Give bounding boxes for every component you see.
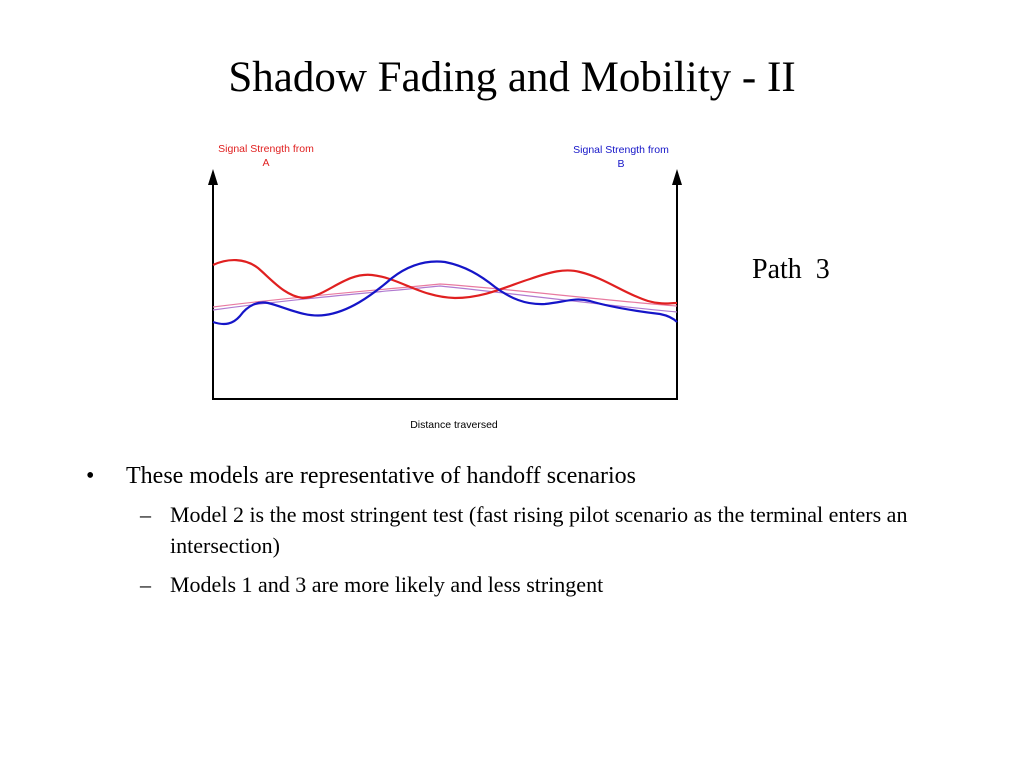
sub-bullet-text: Model 2 is the most stringent test (fast rising pilot scenario as the terminal enters an intersection)	[170, 502, 908, 558]
mean-signal-a-line	[213, 284, 677, 307]
signal-b-label-line2: B	[617, 158, 625, 170]
sub-bullet-marker: –	[140, 502, 151, 527]
bullet-list	[86, 460, 956, 608]
sub-bullet-item	[86, 499, 956, 561]
left-axis-arrow-icon	[208, 169, 218, 185]
slide-title: Shadow Fading and Mobility - II	[228, 54, 796, 101]
bullet-text: These models are representative of handoff scenarios	[126, 463, 637, 489]
signal-a-label: Signal Strength from	[218, 143, 314, 155]
x-axis-label: Distance traversed	[410, 419, 498, 431]
right-axis-arrow-icon	[672, 169, 682, 185]
path-label: Path 3	[752, 254, 830, 285]
sub-bullet-marker: –	[140, 572, 151, 597]
sub-bullet-text: Models 1 and 3 are more likely and less stringent	[170, 572, 604, 597]
sub-bullet-list	[86, 499, 956, 600]
signal-a-label-line2: A	[262, 157, 270, 169]
signal-b-label: Signal Strength from	[573, 144, 669, 156]
bullet-item	[86, 460, 956, 492]
signal-a-curve	[213, 260, 677, 303]
bullet-marker: •	[86, 463, 95, 489]
sub-bullet-item	[86, 569, 956, 600]
signal-b-curve	[213, 262, 677, 324]
